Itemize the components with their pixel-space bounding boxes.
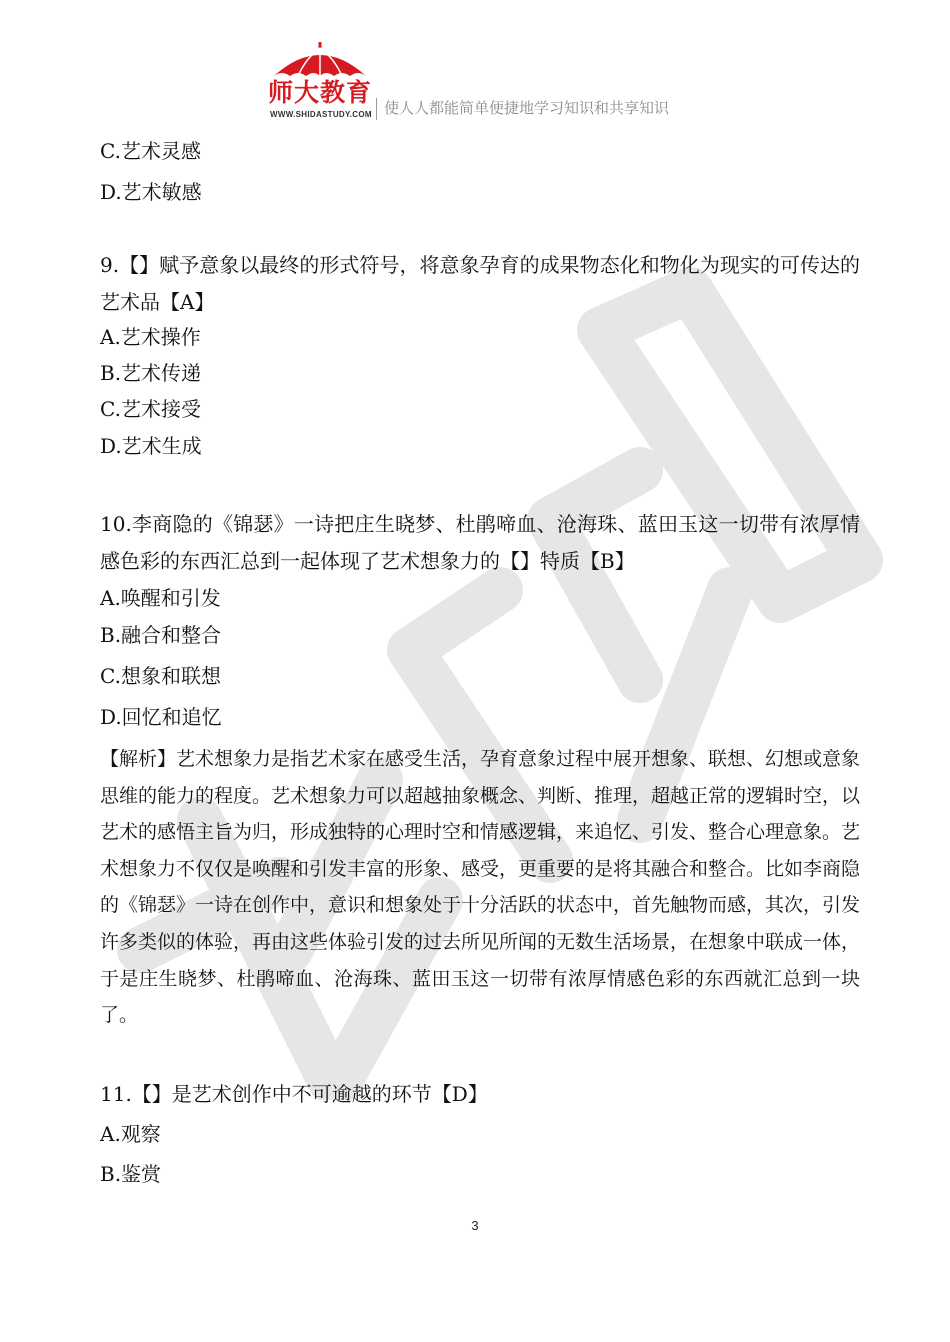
- q10-option-d: D.回忆和追忆: [100, 705, 222, 729]
- q9-option-c: C.艺术接受: [100, 397, 201, 421]
- q10-analysis: 【解析】艺术想象力是指艺术家在感受生活，孕育意象过程中展开想象、联想、幻想或意象思维的能力的程度。艺术想象力可以超越抽象概念、判断、推理，超越正常的逻辑时空，以艺术的感悟主旨为归，形成独特的心理时空和情感逻辑，来追忆、引发、整合心理意象。艺术想象力不仅仅是唤醒和引发丰富的形象、感受，更重要的是将其融合和整合。比如李商隐的《锦瑟》一诗在创作中，意识和想象处于十分活跃的状态中，首先触物而感，其次，引发许多类似的体验，再由这些体验引发的过去所见所闻的无数生活场景，在想象中联成一体，于是庄生晓梦、杜鹃啼血、沧海珠、蓝田玉这一切带有浓厚情感色彩的东西就汇总到一块了。: [100, 748, 861, 1027]
- q9-option-a: A.艺术操作: [100, 325, 201, 349]
- q8-option-c: C.艺术灵感: [100, 139, 201, 163]
- q10-question: 10.李商隐的《锦瑟》一诗把庄生晓梦、杜鹃啼血、沧海珠、蓝田玉这一切带有浓厚情感色彩的东西汇总到一起体现了艺术想象力的【】特质【B】: [100, 512, 860, 573]
- q11-option-b: B.鉴赏: [100, 1162, 162, 1186]
- slogan: 使人人都能简单便捷地学习知识和共享知识: [384, 99, 670, 117]
- brand-name: 师大教育: [268, 78, 373, 107]
- page-header: [268, 40, 748, 120]
- q10-option-a: A.唤醒和引发: [100, 586, 221, 610]
- page-number: 3: [471, 1218, 479, 1233]
- q9-option-b: B.艺术传递: [100, 361, 202, 385]
- q11-question: 11.【】是艺术创作中不可逾越的环节【D】: [100, 1082, 488, 1106]
- q10-option-c: C.想象和联想: [100, 664, 221, 688]
- q11-option-a: A.观察: [100, 1122, 161, 1146]
- slogan-divider: [376, 98, 377, 120]
- q8-option-d: D.艺术敏感: [100, 180, 202, 204]
- q9-question: 9.【】赋予意象以最终的形式符号，将意象孕育的成果物态化和物化为现实的可传达的艺术品【A】: [100, 253, 860, 314]
- q10-option-b: B.融合和整合: [100, 623, 222, 647]
- brand-url: WWW.SHIDASTUDY.COM: [270, 110, 372, 119]
- q9-option-d: D.艺术生成: [100, 434, 202, 458]
